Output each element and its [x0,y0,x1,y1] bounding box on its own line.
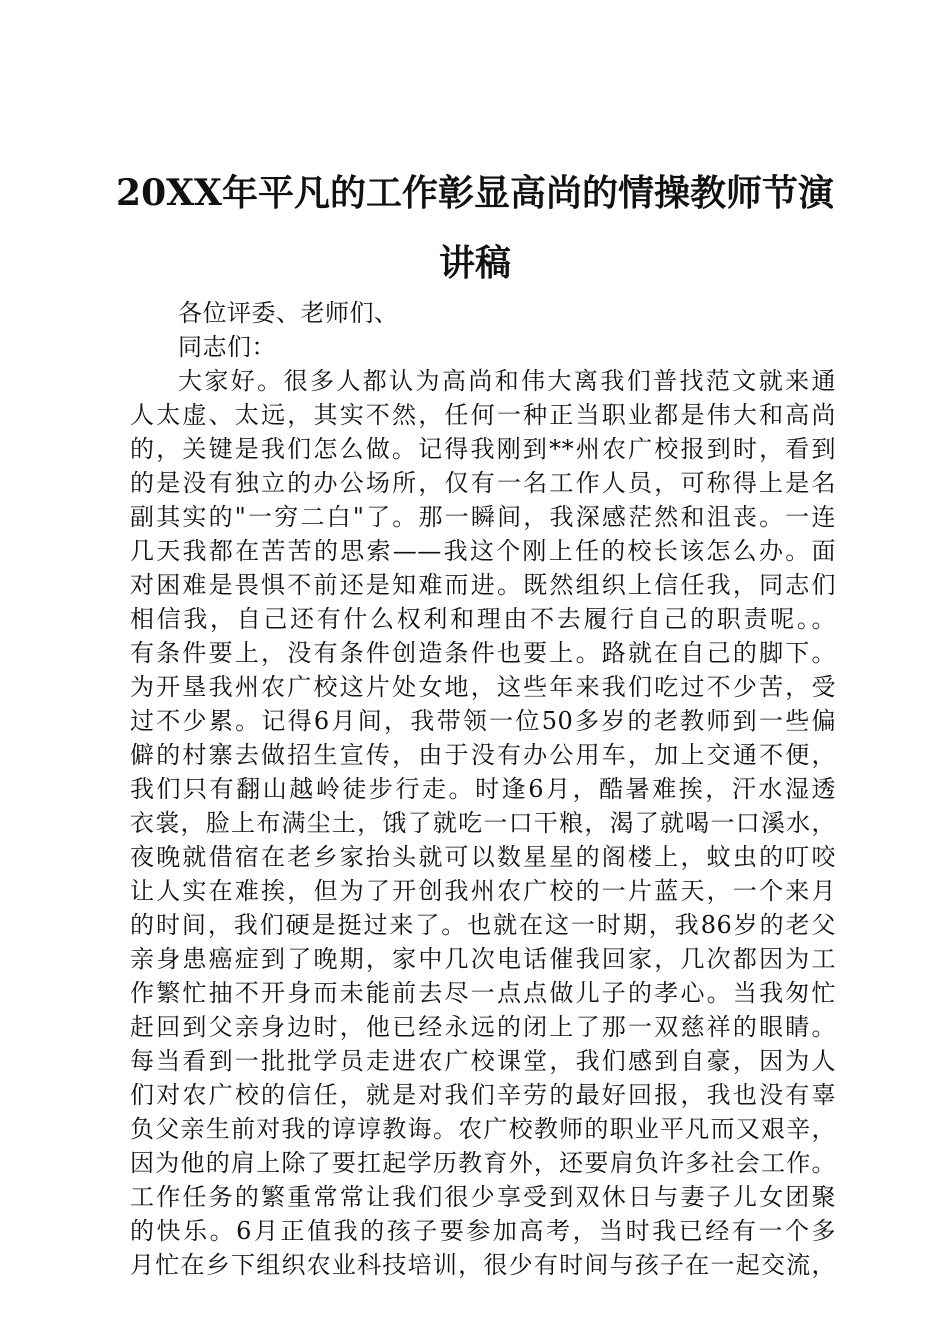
paragraph-line: 工作任务的繁重常常让我们很少享受到双休日与妻子儿女团聚 [130,1183,836,1211]
title-line-1: 20XX年平凡的工作彰显高尚的情操教师节演 [116,172,834,214]
document-title [80,158,870,298]
paragraph-line: 相信我，自己还有什么权利和理由不去履行自己的职责呢。。 [130,605,836,633]
paragraph-line: 的，关键是我们怎么做。记得我刚到**州农广校报到时，看到 [130,435,836,463]
paragraph-line: 的是没有独立的办公场所，仅有一名工作人员，可称得上是名 [130,469,836,497]
salutation-line-2: 同志们： [178,333,276,361]
paragraph-line: 僻的村寨去做招生宣传，由于没有办公用车，加上交通不便， [130,741,836,769]
paragraph-line: 为开垦我州农广校这片处女地，这些年来我们吃过不少苦，受 [130,673,836,701]
paragraph-line: 的时间，我们硬是挺过来了。也就在这一时期，我86岁的老父 [130,911,836,939]
title-line-2: 讲稿 [438,242,511,284]
paragraph-line: 让人实在难挨，但为了开创我州农广校的一片蓝天，一个来月 [130,877,836,905]
paragraph-line: 作繁忙抽不开身而未能前去尽一点点做儿子的孝心。当我匆忙 [130,979,836,1007]
paragraph-line: 人太虚、太远，其实不然，任何一种正当职业都是伟大和高尚 [130,401,836,429]
paragraph-line: 大家好。很多人都认为高尚和伟大离我们普找范文就来通 [178,367,836,395]
paragraph-line: 过不少累。记得6月间，我带领一位50多岁的老教师到一些偏 [130,707,836,735]
paragraph-line: 副其实的"一穷二白"了。那一瞬间，我深感茫然和沮丧。一连 [130,503,836,531]
paragraph-line: 赶回到父亲身边时，他已经永远的闭上了那一双慈祥的眼睛。 [130,1013,836,1041]
paragraph-line: 月忙在乡下组织农业科技培训，很少有时间与孩子在一起交流， [130,1251,836,1279]
paragraph-line: 因为他的肩上除了要扛起学历教育外，还要肩负许多社会工作。 [130,1149,836,1177]
paragraph-line: 们对农广校的信任，就是对我们辛劳的最好回报，我也没有辜 [130,1081,836,1109]
paragraph-line: 几天我都在苦苦的思索——我这个刚上任的校长该怎么办。面 [130,537,836,565]
paragraph-line: 亲身患癌症到了晚期，家中几次电话催我回家，几次都因为工 [130,945,836,973]
paragraph-line: 夜晚就借宿在老乡家抬头就可以数星星的阁楼上，蚊虫的叮咬 [130,843,836,871]
paragraph-line: 负父亲生前对我的谆谆教诲。农广校教师的职业平凡而又艰辛， [130,1115,836,1143]
paragraph-line: 有条件要上，没有条件创造条件也要上。路就在自己的脚下。 [130,639,836,667]
paragraph-line: 每当看到一批批学员走进农广校课堂，我们感到自豪，因为人 [130,1047,836,1075]
paragraph-line: 衣裳，脸上布满尘土，饿了就吃一口干粮，渴了就喝一口溪水， [130,809,836,837]
paragraph-line: 对困难是畏惧不前还是知难而进。既然组织上信任我，同志们 [130,571,836,599]
paragraph-line: 的快乐。6月正值我的孩子要参加高考，当时我已经有一个多 [130,1217,836,1245]
paragraph-line: 我们只有翻山越岭徒步行走。时逢6月，酷暑难挨，汗水湿透 [130,775,836,803]
document-body [130,296,836,1282]
salutation-line-1: 各位评委、老师们、 [178,299,399,327]
